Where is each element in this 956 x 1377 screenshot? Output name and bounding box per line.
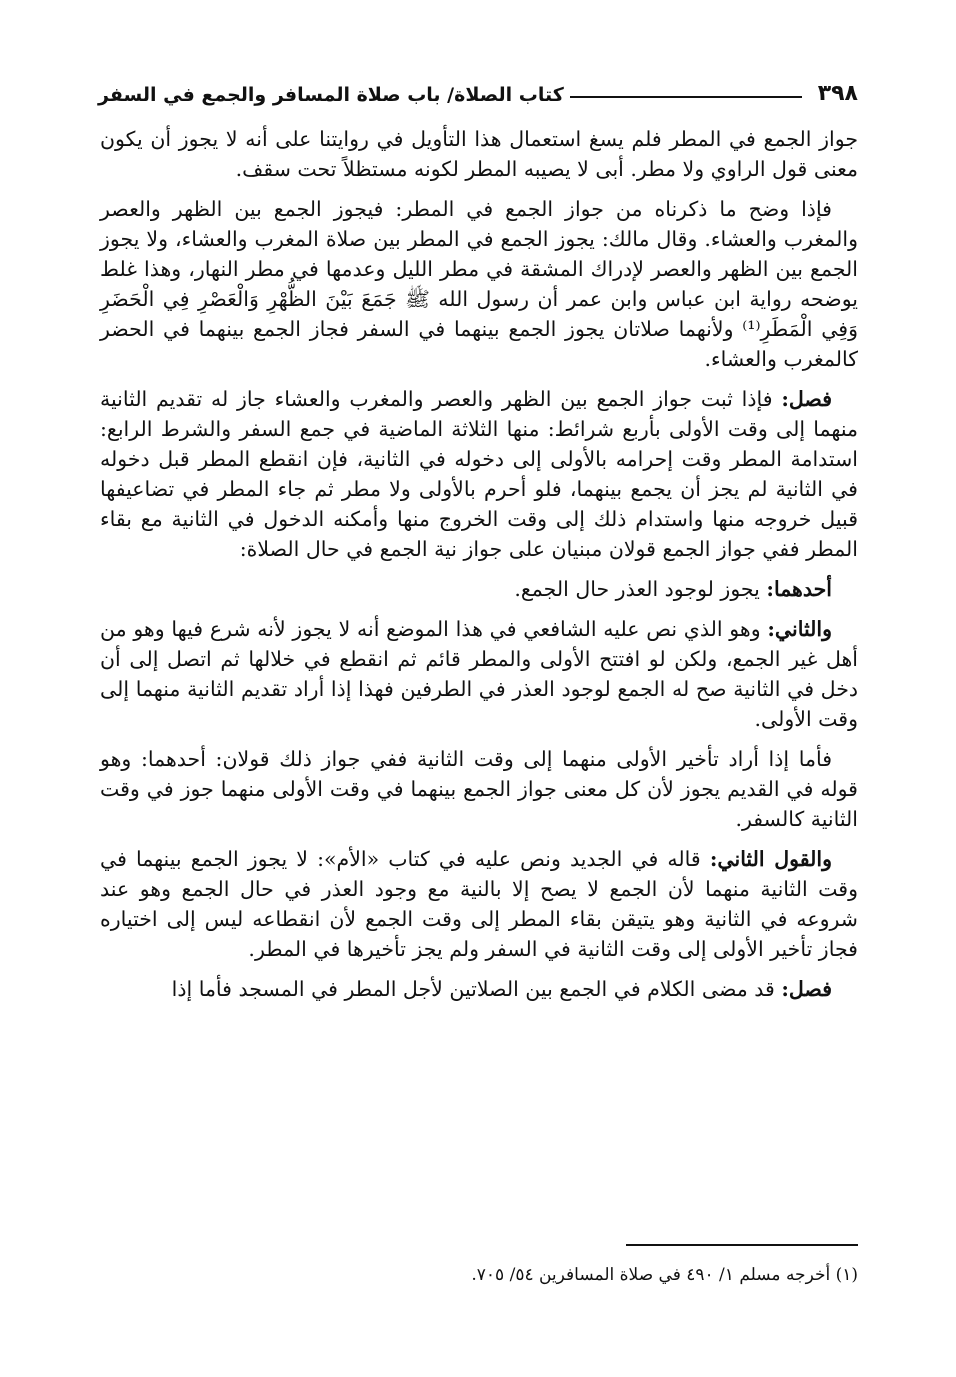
page-header <box>98 72 858 106</box>
paragraph-text: فإذا ثبت جواز الجمع بين الظهر والعصر والمغرب والعشاء جاز له تقديم الثانية منهما إلى وقت الأولى بأربع شرائط: منها الثلاثة الماضية في جمع السفر والشرط الرابع: استدامة المطر وقت إحرامه بالأولى إلى دخوله في الثانية، فإن انقطع المطر قبل دخوله في الثانية لم يجز أن يجمع بينهما، فلو أحرم بالأولى ولا مطر ثم جاء المطر في تضاعيفها قبيل خروجه منها واستدام ذلك إلى وقت الخروج منها وأمكنه الدخول في الثانية مع بقاء المطر ففي جواز الجمع قولان مبنيان على جواز نية الجمع في حال الصلاة: <box>100 387 858 561</box>
paragraph-lead: فصل: <box>781 977 832 1001</box>
paragraph-text: قد مضى الكلام في الجمع بين الصلاتين لأجل المطر في المسجد فأما إذا <box>171 977 775 1001</box>
paragraph <box>100 194 858 374</box>
paragraph <box>100 744 858 834</box>
paragraph-text: فإذا وضح ما ذكرناه من جواز الجمع في المطر: فيجوز الجمع بين الظهر والعصر والمغرب والعشاء. وقال مالك: يجوز الجمع في المطر بين صلاة المغرب والعشاء، ولا يجوز الجمع بين الظهر والعصر لإدراك المشقة في مطر الليل وعدمها في مطر النهار، وهذا غلط يوضحه رواية ابن عباس وابن عمر أن رسول الله ﷺ جَمَعَ بَيْنَ الظُّهْرِ وَالْعَصْرِ فِي الْحَضَرِ وَفِي الْمَطَرِ⁽¹⁾ ولأنهما صلاتان يجوز الجمع بينهما في السفر فجاز الجمع بينهما في الحضر كالمغرب والعشاء. <box>100 197 858 371</box>
header-rule <box>570 96 802 98</box>
page-number: ٣٩٨ <box>817 81 858 106</box>
paragraph <box>100 124 858 184</box>
paragraph <box>100 614 858 734</box>
footnote-rule <box>626 1244 858 1246</box>
body-text <box>100 124 858 1014</box>
paragraph <box>100 384 858 564</box>
paragraph-text: جواز الجمع في المطر فلم يسغ استعمال هذا التأويل في روايتنا على أنه لا يجوز أن يكون معنى قول الراوي ولا مطر. أبى لا يصيبه المطر لكونه مستظلاً تحت سقف. <box>100 127 858 181</box>
paragraph-lead: والثاني: <box>767 617 832 641</box>
footnote: (١) أخرجه مسلم ١/ ٤٩٠ في صلاة المسافرين ٥٤/ ٧٠٥. <box>471 1265 858 1285</box>
paragraph-text: قاله في الجديد ونص عليه في كتاب «الأم»: لا يجوز الجمع بينهما في وقت الثانية منهما لأن الجمع لا يصح إلا بالنية مع وجود العذر في حال الجمع وهو عند شروعه في الثانية وهو يتيقن بقاء المطر إلى وقت الجمع لأن انقطاعه ليس إلى اختياره فجاز تأخير الأولى إلى وقت الثانية في السفر ولم يجز تأخيرها في المطر. <box>100 847 858 961</box>
paragraph <box>100 574 858 604</box>
paragraph-text: فأما إذا أراد تأخير الأولى منهما إلى وقت الثانية ففي جواز ذلك قولان: أحدهما: وهو قوله في القديم يجوز لأن كل معنى جواز الجمع بينهما في وقت الأولى منهما جوز في وقت الثانية كالسفر. <box>100 747 858 831</box>
paragraph-lead: أحدهما: <box>766 577 832 601</box>
paragraph-lead: فصل: <box>781 387 832 411</box>
paragraph <box>100 844 858 964</box>
running-title: كتاب الصلاة/ باب صلاة المسافر والجمع في السفر <box>98 84 564 106</box>
paragraph <box>100 974 858 1004</box>
paragraph-text: وهو الذي نص عليه الشافعي في هذا الموضع أنه لا يجوز لأنه شرع فيها وهو من أهل غير الجمع، ولكن لو افتتح الأولى والمطر قائم ثم انقطع في خلالها ثم اتصل إلى أن دخل في الثانية صح له الجمع لوجود العذر في الطرفين فهذا إذا أراد تقديم الثانية منهما إلى وقت الأولى. <box>100 617 858 731</box>
paragraph-lead: والقول الثاني: <box>709 847 832 871</box>
paragraph-text: يجوز لوجود العذر حال الجمع. <box>514 577 760 601</box>
